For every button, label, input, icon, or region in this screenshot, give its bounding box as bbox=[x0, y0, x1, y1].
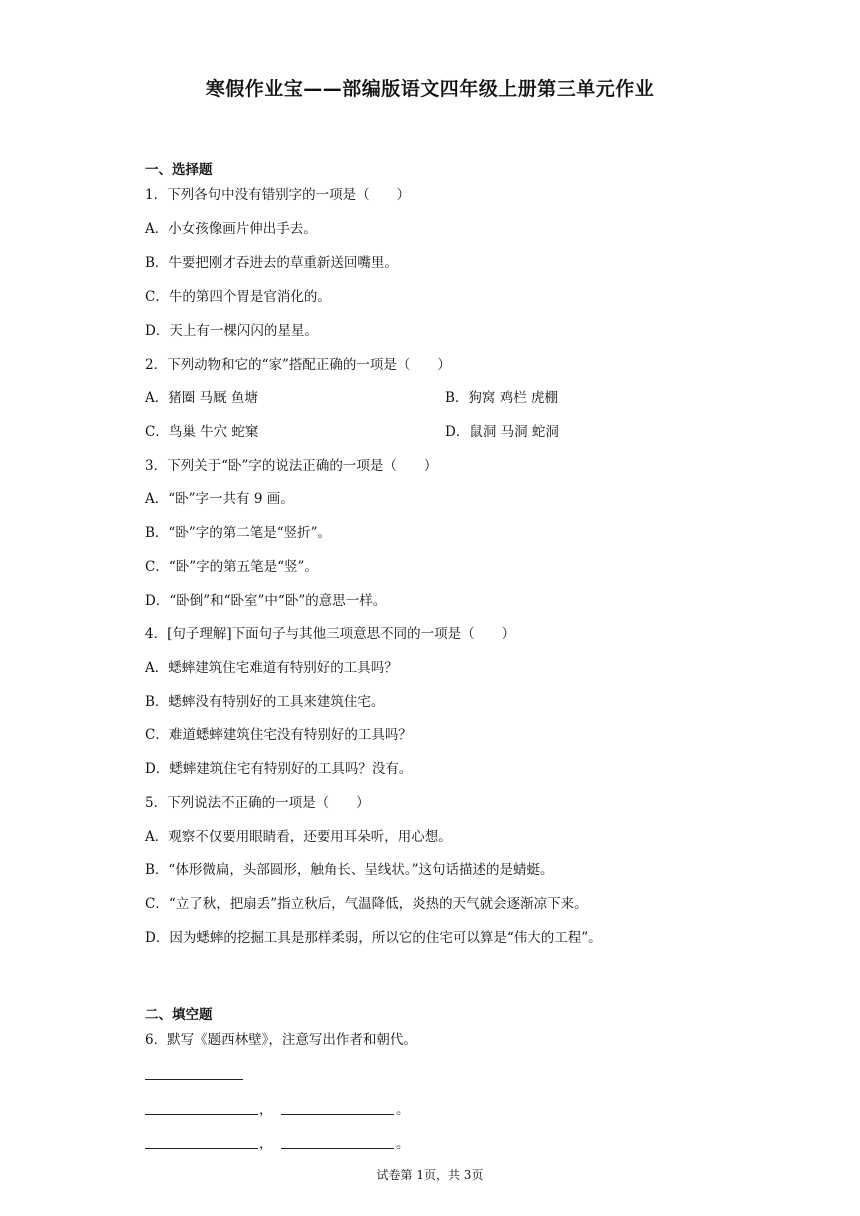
question-2-stem: 2．下列动物和它的“家”搭配正确的一项是（ ） bbox=[145, 357, 451, 373]
question-1-stem: 1．下列各句中没有错别字的一项是（ ） bbox=[145, 187, 411, 203]
question-1-option-a: A．小女孩像画片伸出手去。 bbox=[145, 221, 317, 237]
question-3-stem: 3．下列关于“卧”字的说法正确的一项是（ ） bbox=[145, 458, 438, 474]
question-6-stem: 6．默写《题西林壁》，注意写出作者和朝代。 bbox=[145, 1032, 417, 1048]
question-1-option-d: D．天上有一棵闪闪的星星。 bbox=[145, 323, 318, 339]
question-5-option-a: A．观察不仅要用眼睛看，还要用耳朵听，用心想。 bbox=[145, 829, 452, 845]
answer-blank-line2-left[interactable] bbox=[145, 1147, 258, 1149]
period: 。 bbox=[396, 1136, 410, 1152]
question-3-option-b: B．“卧”字的第二笔是“竖折”。 bbox=[145, 525, 332, 541]
comma: ， bbox=[259, 1136, 273, 1152]
question-4-option-a: A．蟋蟀建筑住宅难道有特别好的工具吗？ bbox=[145, 660, 398, 676]
answer-blank-line1-left[interactable] bbox=[145, 1113, 258, 1115]
question-4-option-b: B．蟋蟀没有特别好的工具来建筑住宅。 bbox=[145, 694, 385, 710]
question-5-option-d: D．因为蟋蟀的挖掘工具是那样柔弱，所以它的住宅可以算是“伟大的工程”。 bbox=[145, 930, 602, 946]
comma: ， bbox=[259, 1102, 273, 1118]
question-2-option-a: A．猪圈 马厩 鱼塘 bbox=[145, 390, 258, 406]
question-1-option-b: B．牛要把刚才吞进去的草重新送回嘴里。 bbox=[145, 255, 398, 271]
answer-blank-line1-right[interactable] bbox=[281, 1113, 394, 1115]
question-2-option-c: C．鸟巢 牛穴 蛇窠 bbox=[145, 424, 259, 440]
question-2-option-b: B．狗窝 鸡栏 虎棚 bbox=[445, 390, 559, 406]
question-4-stem: 4．[句子理解]下面句子与其他三项意思不同的一项是（ ） bbox=[145, 626, 516, 642]
question-1-option-c: C．牛的第四个胃是官消化的。 bbox=[145, 289, 331, 305]
question-5-option-b: B．“体形微扁，头部圆形，触角长、呈线状。”这句话描述的是蜻蜓。 bbox=[145, 862, 554, 878]
answer-blank-title[interactable] bbox=[145, 1078, 243, 1080]
question-2-option-d: D．鼠洞 马洞 蛇洞 bbox=[445, 424, 559, 440]
question-4-option-d: D．蟋蟀建筑住宅有特别好的工具吗？没有。 bbox=[145, 761, 413, 777]
question-3-option-c: C．“卧”字的第五笔是“竖”。 bbox=[145, 559, 318, 575]
section-heading-choice: 一、选择题 bbox=[145, 162, 213, 178]
section-heading-fill-blank: 二、填空题 bbox=[145, 1007, 213, 1023]
question-3-option-a: A．“卧”字一共有 9 画。 bbox=[145, 491, 294, 507]
answer-blank-line2-right[interactable] bbox=[281, 1147, 394, 1149]
page-footer: 试卷第 1页，共 3页 bbox=[376, 1168, 484, 1182]
page-title: 寒假作业宝——部编版语文四年级上册第三单元作业 bbox=[205, 78, 655, 100]
question-5-stem: 5．下列说法不正确的一项是（ ） bbox=[145, 795, 370, 811]
question-4-option-c: C．难道蟋蟀建筑住宅没有特别好的工具吗？ bbox=[145, 727, 412, 743]
question-5-option-c: C．“立了秋，把扇丢”指立秋后，气温降低，炎热的天气就会逐渐凉下来。 bbox=[145, 896, 588, 912]
period: 。 bbox=[396, 1102, 410, 1118]
question-3-option-d: D．“卧倒”和“卧室”中“卧”的意思一样。 bbox=[145, 593, 387, 609]
